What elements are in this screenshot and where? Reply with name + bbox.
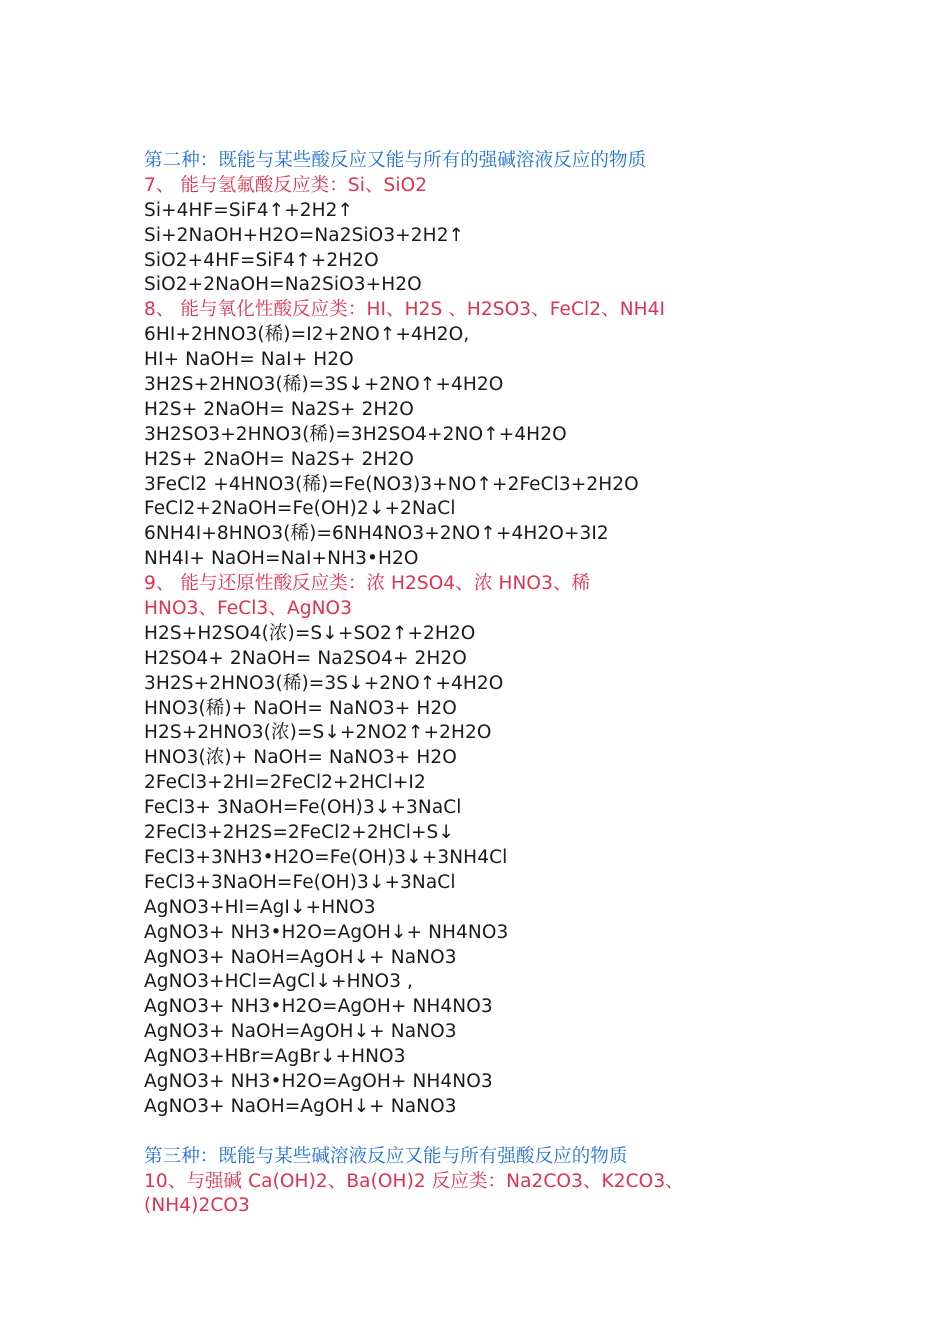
equation-line: 3H2S+2HNO3(稀)=3S↓+2NO↑+4H2O	[144, 374, 504, 396]
equation-line: H2S+ 2NaOH= Na2S+ 2H2O	[144, 448, 414, 470]
equation-line: 3H2SO3+2HNO3(稀)=3H2SO4+2NO↑+4H2O	[144, 423, 567, 445]
equation-line: 6HI+2HNO3(稀)=I2+2NO↑+4H2O,	[144, 324, 470, 346]
equation-line: AgNO3+HI=AgI↓+HNO3	[144, 896, 376, 918]
equation-line: AgNO3+ NH3•H2O=AgOH+ NH4NO3	[144, 1070, 493, 1092]
reaction-category-line: (NH4)2CO3	[144, 1195, 250, 1217]
section-2-lines	[144, 174, 844, 1120]
equation-line: AgNO3+ NH3•H2O=AgOH+ NH4NO3	[144, 996, 493, 1018]
section-gap	[144, 1120, 844, 1145]
equation-line: 3FeCl2 +4HNO3(稀)=Fe(NO3)3+NO↑+2FeCl3+2H2O	[144, 473, 639, 495]
reaction-category-line: 10、与强碱 Ca(OH)2、Ba(OH)2 反应类：Na2CO3、K2CO3、	[144, 1170, 684, 1192]
reaction-category-line: 8、 能与氧化性酸反应类：HI、H2S 、H2SO3、FeCl2、NH4I	[144, 299, 666, 321]
document-content	[144, 149, 844, 1219]
reaction-category-line: 7、 能与氢氟酸反应类：Si、SiO2	[144, 174, 428, 196]
equation-line: HNO3(浓)+ NaOH= NaNO3+ H2O	[144, 747, 457, 769]
section-3-heading: 第三种：既能与某些碱溶液反应又能与所有强酸反应的物质	[144, 1145, 628, 1167]
equation-line: 3H2S+2HNO3(稀)=3S↓+2NO↑+4H2O	[144, 672, 504, 694]
equation-line: Si+2NaOH+H2O=Na2SiO3+2H2↑	[144, 224, 465, 246]
equation-line: FeCl3+3NH3•H2O=Fe(OH)3↓+3NH4Cl	[144, 846, 508, 868]
equation-line: FeCl2+2NaOH=Fe(OH)2↓+2NaCl	[144, 498, 456, 520]
section-3-lines	[144, 1170, 844, 1220]
equation-line: HI+ NaOH= NaI+ H2O	[144, 349, 354, 371]
equation-line: H2S+2HNO3(浓)=S↓+2NO2↑+2H2O	[144, 722, 492, 744]
equation-line: AgNO3+ NaOH=AgOH↓+ NaNO3	[144, 1021, 457, 1043]
equation-line: AgNO3+ NaOH=AgOH↓+ NaNO3	[144, 946, 457, 968]
equation-line: AgNO3+HBr=AgBr↓+HNO3	[144, 1046, 406, 1068]
equation-line: Si+4HF=SiF4↑+2H2↑	[144, 199, 354, 221]
equation-line: SiO2+4HF=SiF4↑+2H2O	[144, 249, 379, 271]
equation-line: H2S+ 2NaOH= Na2S+ 2H2O	[144, 398, 414, 420]
equation-line: H2SO4+ 2NaOH= Na2SO4+ 2H2O	[144, 647, 467, 669]
equation-line: H2S+H2SO4(浓)=S↓+SO2↑+2H2O	[144, 622, 476, 644]
reaction-category-line: HNO3、FeCl3、AgNO3	[144, 598, 353, 620]
equation-line: HNO3(稀)+ NaOH= NaNO3+ H2O	[144, 697, 457, 719]
equation-line: AgNO3+ NH3•H2O=AgOH↓+ NH4NO3	[144, 921, 509, 943]
equation-line: NH4I+ NaOH=NaI+NH3•H2O	[144, 548, 419, 570]
equation-line: FeCl3+ 3NaOH=Fe(OH)3↓+3NaCl	[144, 797, 462, 819]
equation-line: 2FeCl3+2HI=2FeCl2+2HCl+I2	[144, 772, 426, 794]
reaction-category-line: 9、 能与还原性酸反应类：浓 H2SO4、浓 HNO3、稀	[144, 573, 591, 595]
equation-line: AgNO3+HCl=AgCl↓+HNO3 ,	[144, 971, 414, 993]
equation-line: 2FeCl3+2H2S=2FeCl2+2HCl+S↓	[144, 822, 454, 844]
equation-line: FeCl3+3NaOH=Fe(OH)3↓+3NaCl	[144, 871, 456, 893]
section-2-heading: 第二种：既能与某些酸反应又能与所有的强碱溶液反应的物质	[144, 150, 647, 171]
equation-line: AgNO3+ NaOH=AgOH↓+ NaNO3	[144, 1095, 457, 1117]
equation-line: SiO2+2NaOH=Na2SiO3+H2O	[144, 274, 422, 296]
equation-line: 6NH4I+8HNO3(稀)=6NH4NO3+2NO↑+4H2O+3I2	[144, 523, 609, 545]
